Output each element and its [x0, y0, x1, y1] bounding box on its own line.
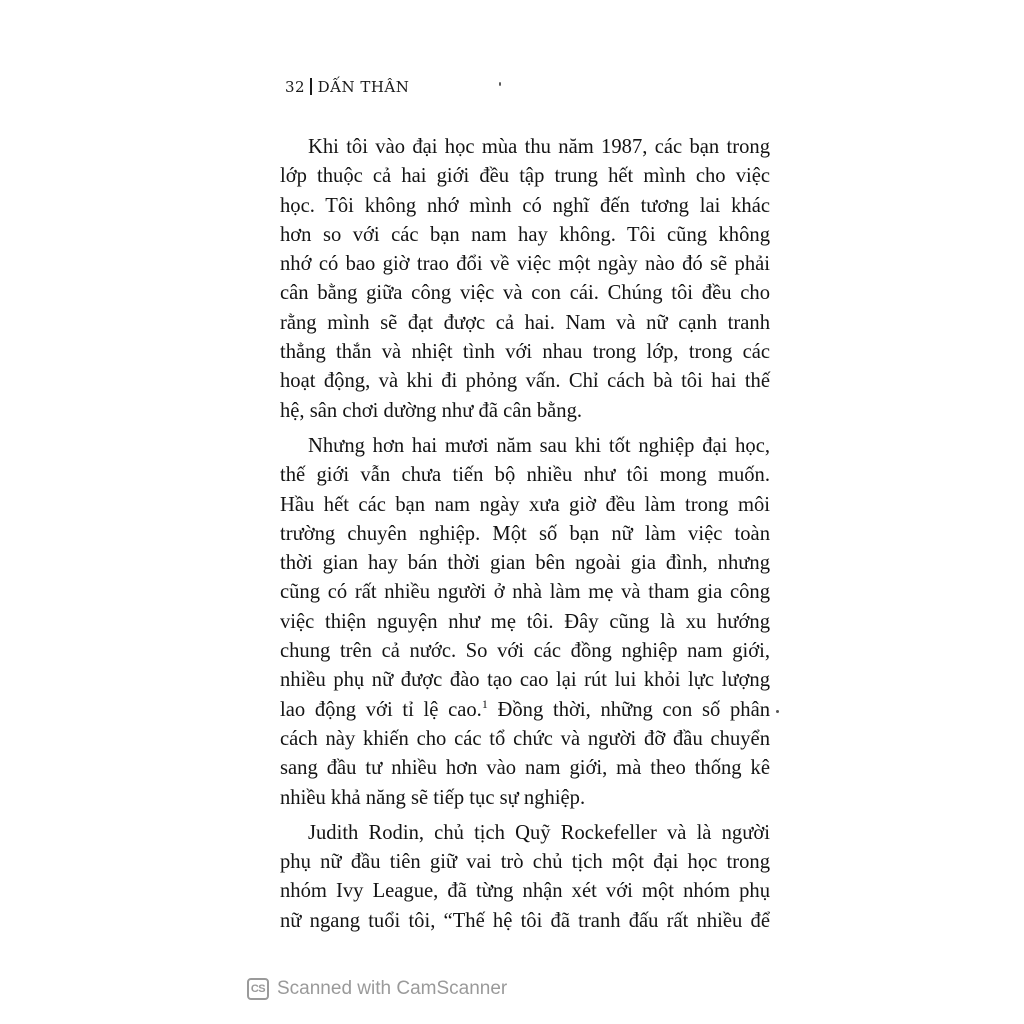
running-head [285, 78, 409, 96]
page-number: 32 [285, 78, 306, 96]
text-line: lớp thuộc cả hai giới đều tập trung hết mình cho việc [280, 165, 770, 188]
text-line: nhóm Ivy League, đã từng nhận xét với một nhóm phụ [280, 880, 770, 903]
text-line: cách này khiến cho các tổ chức và người đỡ đầu chuyển [280, 727, 770, 750]
chapter-title: DẤN THÂN [317, 78, 410, 96]
camscanner-logo-icon: CS [247, 978, 269, 1000]
body-text [280, 133, 770, 942]
scan-speck [776, 710, 779, 713]
running-head-separator [310, 78, 312, 95]
text-line: nhiều phụ nữ được đào tạo cao lại rút lui khỏi lực lượng [280, 669, 770, 692]
text-line: thế giới vẫn chưa tiến bộ nhiều như tôi mong muốn. [280, 464, 770, 487]
text-line-with-footnote [280, 696, 770, 725]
scan-speck [499, 82, 501, 86]
text-line: Nhưng hơn hai mươi năm sau khi tốt nghiệp đại học, [308, 434, 770, 457]
text-line: sang đầu tư nhiều hơn vào nam giới, mà theo thống kê [280, 757, 770, 780]
text-line: nhớ có bao giờ trao đổi về việc một ngày nào đó sẽ phải [280, 253, 770, 276]
paragraph-2 [280, 432, 770, 813]
camscanner-watermark [247, 978, 507, 1000]
paragraph-3 [280, 819, 770, 936]
text-line: phụ nữ đầu tiên giữ vai trò chủ tịch một đại học trong [280, 851, 770, 874]
text-line: nữ ngang tuổi tôi, “Thế hệ tôi đã tranh đấu rất nhiều để [280, 909, 770, 932]
text-line: Judith Rodin, chủ tịch Quỹ Rockefeller và là người [308, 821, 770, 844]
text-line: Khi tôi vào đại học mùa thu năm 1987, các bạn trong [308, 136, 770, 158]
text-line: Hầu hết các bạn nam ngày xưa giờ đều làm trong môi [280, 493, 770, 516]
text-line: rằng mình sẽ đạt được cả hai. Nam và nữ cạnh tranh [280, 311, 770, 334]
text-line: thời gian hay bán thời gian bên ngoài gia đình, nhưng [280, 552, 770, 575]
text-line: hệ, sân chơi dường như đã cân bằng. [280, 399, 583, 422]
text-line: cũng có rất nhiều người ở nhà làm mẹ và tham gia công [280, 581, 770, 604]
text-line: hơn so với các bạn nam hay không. Tôi cũng không [280, 223, 770, 246]
text-line: trường chuyên nghiệp. Một số bạn nữ làm việc toàn [280, 522, 770, 545]
text-line: việc thiện nguyện như mẹ tôi. Đây cũng là xu hướng [280, 610, 770, 633]
text-segment: Đồng thời, những con số phân [487, 698, 771, 721]
text-segment: lao động với tỉ lệ cao. [280, 698, 482, 721]
text-line: nhiều khả năng sẽ tiếp tục sự nghiệp. [280, 786, 586, 809]
footnote-marker: 1 [481, 696, 488, 711]
text-line: hoạt động, và khi đi phỏng vấn. Chỉ cách bà tôi hai thế [280, 370, 770, 393]
text-line: cân bằng giữa công việc và con cái. Chúng tôi đều cho [280, 282, 770, 305]
paragraph-1 [280, 133, 770, 426]
text-line: thẳng thắn và nhiệt tình với nhau trong lớp, trong các [280, 341, 770, 364]
text-line: chung trên cả nước. So với các đồng nghiệp nam giới, [280, 640, 770, 663]
watermark-text: Scanned with CamScanner [277, 978, 508, 999]
text-line: học. Tôi không nhớ mình có nghĩ đến tương lai khác [280, 194, 770, 217]
